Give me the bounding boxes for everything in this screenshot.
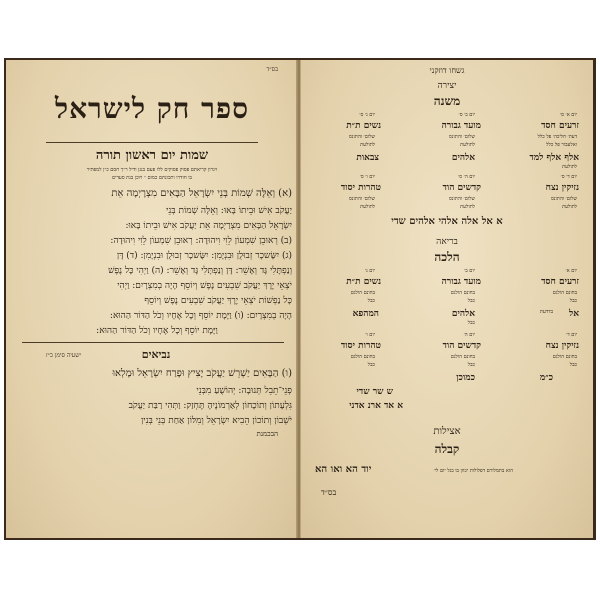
torah-line: יֹצְאֵי יֶרֶךְ יַעֲקֹב שִׁבְעִים נָפֶשׁ וְיוֹסֵף הָיָה בְמִצְרָיִם: וַיְהִי <box>117 281 292 291</box>
neviim-line: גִּלְעָתוֹן וְתוֹכָחוֹן לְאַרְמוֹנֶיהָ תֶּחְזַק: וַתְּהִי רַבַּת יַעֲקֹב <box>128 401 292 411</box>
sefirah-sub: שלום׳ והתונס <box>449 196 475 202</box>
book-title: ספר חק לישראל <box>54 92 250 125</box>
day-label: יום ד׳ <box>566 332 577 338</box>
neviim-line: פְנֵי־תֵבֵל תְּנוּבָה: יְהוֹשֻׁעַ מִבְּנֵי <box>196 386 292 396</box>
sefirah-sub: שלום׳ והתונס <box>349 134 375 140</box>
sefirah-name: טהרות יסוד <box>340 183 381 193</box>
day-label: יום א׳ ס׳ <box>559 112 577 118</box>
title-rule <box>46 142 258 143</box>
day-label: יום ג׳ ס׳ <box>359 112 375 118</box>
page-corner-mark: בס״ד <box>266 66 278 73</box>
left-page <box>6 60 299 538</box>
day-label: יום ב׳ <box>464 268 475 274</box>
sefirah-name: זרעים חסד <box>541 121 579 131</box>
section-subtitle: שמות יום ראשון תורה <box>95 148 209 163</box>
torah-line: (א) וְאֵלֶּה שְׁמוֹת בְּנֵי יִשְׂרָאֵל הַבָּאִים מִצְרָיְמָה אֵת <box>111 188 292 199</box>
sefirah-name: טהרות יסוד <box>340 341 381 351</box>
sefirah-sub: בחונם הולגם <box>350 290 375 296</box>
page-header: גשחו דוזקני <box>429 66 465 75</box>
sefirah-sub: שלום׳ והתונס <box>551 196 577 202</box>
right-page <box>300 60 593 538</box>
torah-line: (ב) רְאוּבֵן שִׁמְעוֹן לֵוִי וִיהוּדָה: רְאוּבֵן שִׁמְעוֹן לֵוִי וִיהוּדָה: <box>110 236 292 246</box>
neviim-line: יֹשְׁבוֹן וְתוֹכוֹן הֵבִיא יִשְׂרָאֵל וְמִלּוֹן אַחַת בְּנֵי בְּנִין <box>140 416 292 426</box>
sefirah-name: המהפא <box>352 309 379 319</box>
halacha-heading: הלכה <box>434 250 460 264</box>
sefirah-sub: כבל <box>467 298 475 304</box>
sefirah-name: מועד גבורה <box>441 277 481 287</box>
day-label: יום ה׳ ס׳ <box>458 174 475 180</box>
sefirah-sub: כבל <box>367 298 375 304</box>
sefirah-sub: לתולעת <box>460 142 475 148</box>
sefirah-name: אלהים <box>451 153 475 163</box>
torah-line: וְנַפְתָּלִי גָּד וְאָשֵׁר: דָּן וְנַפְתָּלִי גָּד וְאָשֵׁר: (ה) וַיְהִי כָּל נֶפֶשׁ <box>108 266 292 276</box>
torah-line: וַיָּמָת יוֹסֵף וְכָל אֶחָיו וְכֹל הַדּוֹר הַהוּא: <box>96 326 218 336</box>
section-rule <box>22 342 284 343</box>
sefirah-sub: לתולעת <box>360 204 375 210</box>
sefirah-sub: כבל <box>569 362 577 368</box>
torah-line: יַעֲקֹב אִישׁ וּבֵיתוֹ בָּאוּ: וְאֵלֶּה שְׁמוֹת בְּנֵי <box>166 206 292 216</box>
torah-line: (ג) יִשָּׂשכָר זְבוּלֻן וּבִנְיָמִן: יִשָּׂשכָר זְבוּלֻן וּבִנְיָמִן: (ד) דָּן <box>116 251 292 261</box>
sefirah-sub: בחונם הולגם <box>450 290 475 296</box>
divine-names-line-2: א אד ארנ אדני <box>349 401 403 411</box>
sefirah-name: אל <box>569 309 579 319</box>
sefirah-sub: בחונם הולגם <box>552 290 577 296</box>
page-footer: בס״ד <box>321 488 337 497</box>
sefirah-name: כ״מ <box>539 373 553 383</box>
sefirah-name: נשים ת״ת <box>346 121 381 131</box>
neviim-note: ישעיה סימן כ״ז <box>46 352 82 359</box>
divine-names-line: א אל אלה אלהי אלהים שדי <box>391 216 503 227</box>
sefirah-sub: ואלעבור פל כלל <box>546 142 577 148</box>
day-label: יום ב׳ ס׳ <box>458 112 475 118</box>
sefirah-sub: כבל <box>467 320 475 326</box>
sefirah-name: קדשים הוד <box>442 341 481 351</box>
day-label: יום ה׳ <box>463 332 475 338</box>
final-note: הוא בתמלורם דפלולות יכוון בו בגל יום לי׳ <box>433 468 513 474</box>
sefirah-sub: בחונם הולגם <box>450 354 475 360</box>
intro-line-1: ויגרון קריאתם פסוק פסוקים ללו פעם בנגן ודיל ר״ך חסם כ״ן למפתיר <box>86 167 218 173</box>
sefirah-sub: בחונם הולגם <box>350 354 375 360</box>
sefirah-name: כמוכן <box>456 373 475 383</box>
sefirah-name: זרעים חסד <box>541 277 579 287</box>
sefirah-name: צבאות <box>356 153 379 163</box>
beriah-label: בריאה <box>436 237 458 247</box>
sefirah-sub: לתולעת <box>562 164 577 170</box>
day-label: יום ג׳ <box>364 268 375 274</box>
torah-line: כָּל נַפְשׁוֹת יֹצְאֵי יֶרֶךְ יַעֲקֹב שִׁבְעִים נֶפֶשׁ וְיוֹסֵף <box>144 296 292 306</box>
sefirah-name: נשים ת״ת <box>346 277 381 287</box>
sefirah-sub: שלום׳ והתונס <box>449 134 475 140</box>
intro-line-2: בו חודרו ותכונתם כמום ״ ויוכן בנת סעדים <box>112 175 192 181</box>
sefirah-name: נזיקין נצח <box>545 341 579 351</box>
sefirah-sub: לתולעת <box>460 204 475 210</box>
sefirah-sub: כבל <box>367 362 375 368</box>
yetzirah-label: יצירה <box>437 81 457 91</box>
atzilut-label: אצילות <box>433 426 461 437</box>
sefirah-name: אלף אלף למד <box>529 153 579 163</box>
kabbalah-heading: קבלה <box>434 442 460 456</box>
sefirah-name: אלהים <box>451 309 475 319</box>
day-label: יום ד׳ ס׳ <box>560 174 577 180</box>
sefirah-sub: לתולעת <box>562 204 577 210</box>
sefirah-sub: כבל <box>569 298 577 304</box>
sefirah-name: ש שר שדי <box>356 387 393 397</box>
sefirah-sub: בחונם הולגם <box>552 354 577 360</box>
day-label: יום ו׳ <box>365 332 375 338</box>
day-label: יום א׳ <box>565 268 577 274</box>
torah-line: הָיָה בְמִצְרָיִם: (ו) וַיָּמָת יוֹסֵף וְכָל אֶחָיו וְכֹל הַדּוֹר הַהוּא: <box>109 311 292 321</box>
neviim-line: (ו) הַבָּאִים יַשְׁרֵשׁ יַעֲקֹב יָצִיץ וּפָרַח יִשְׂרָאֵל וּמָלְאוּ <box>112 368 292 379</box>
sefirah-name: מועד גבורה <box>441 121 481 131</box>
catchword: הבכמנת <box>256 430 278 438</box>
day-label: יום ו׳ ס׳ <box>359 174 375 180</box>
sefirah-name: קדשים הוד <box>442 183 481 193</box>
sefirah-sub: שלום׳ והתונס <box>349 196 375 202</box>
sefirah-sub: כבל <box>467 362 475 368</box>
sefirah-name: נזיקין נצח <box>545 183 579 193</box>
sefirah-sub: בדדעת <box>539 309 553 315</box>
sefirah-sub: דעת׳ חליכה׳ פל כלל <box>537 134 577 140</box>
neviim-heading: נביאים <box>141 348 171 361</box>
tetragrammaton-line: יוד הא ואו הא <box>315 464 372 475</box>
sefirah-sub: לתולעת <box>360 142 375 148</box>
mishnah-heading: משנה <box>433 94 461 108</box>
torah-line: יִשְׂרָאֵל הַבָּאִים מִצְרַיְמָה אֵת יַעֲקֹב אִישׁ וּבֵיתוֹ בָּאוּ: <box>125 221 292 231</box>
